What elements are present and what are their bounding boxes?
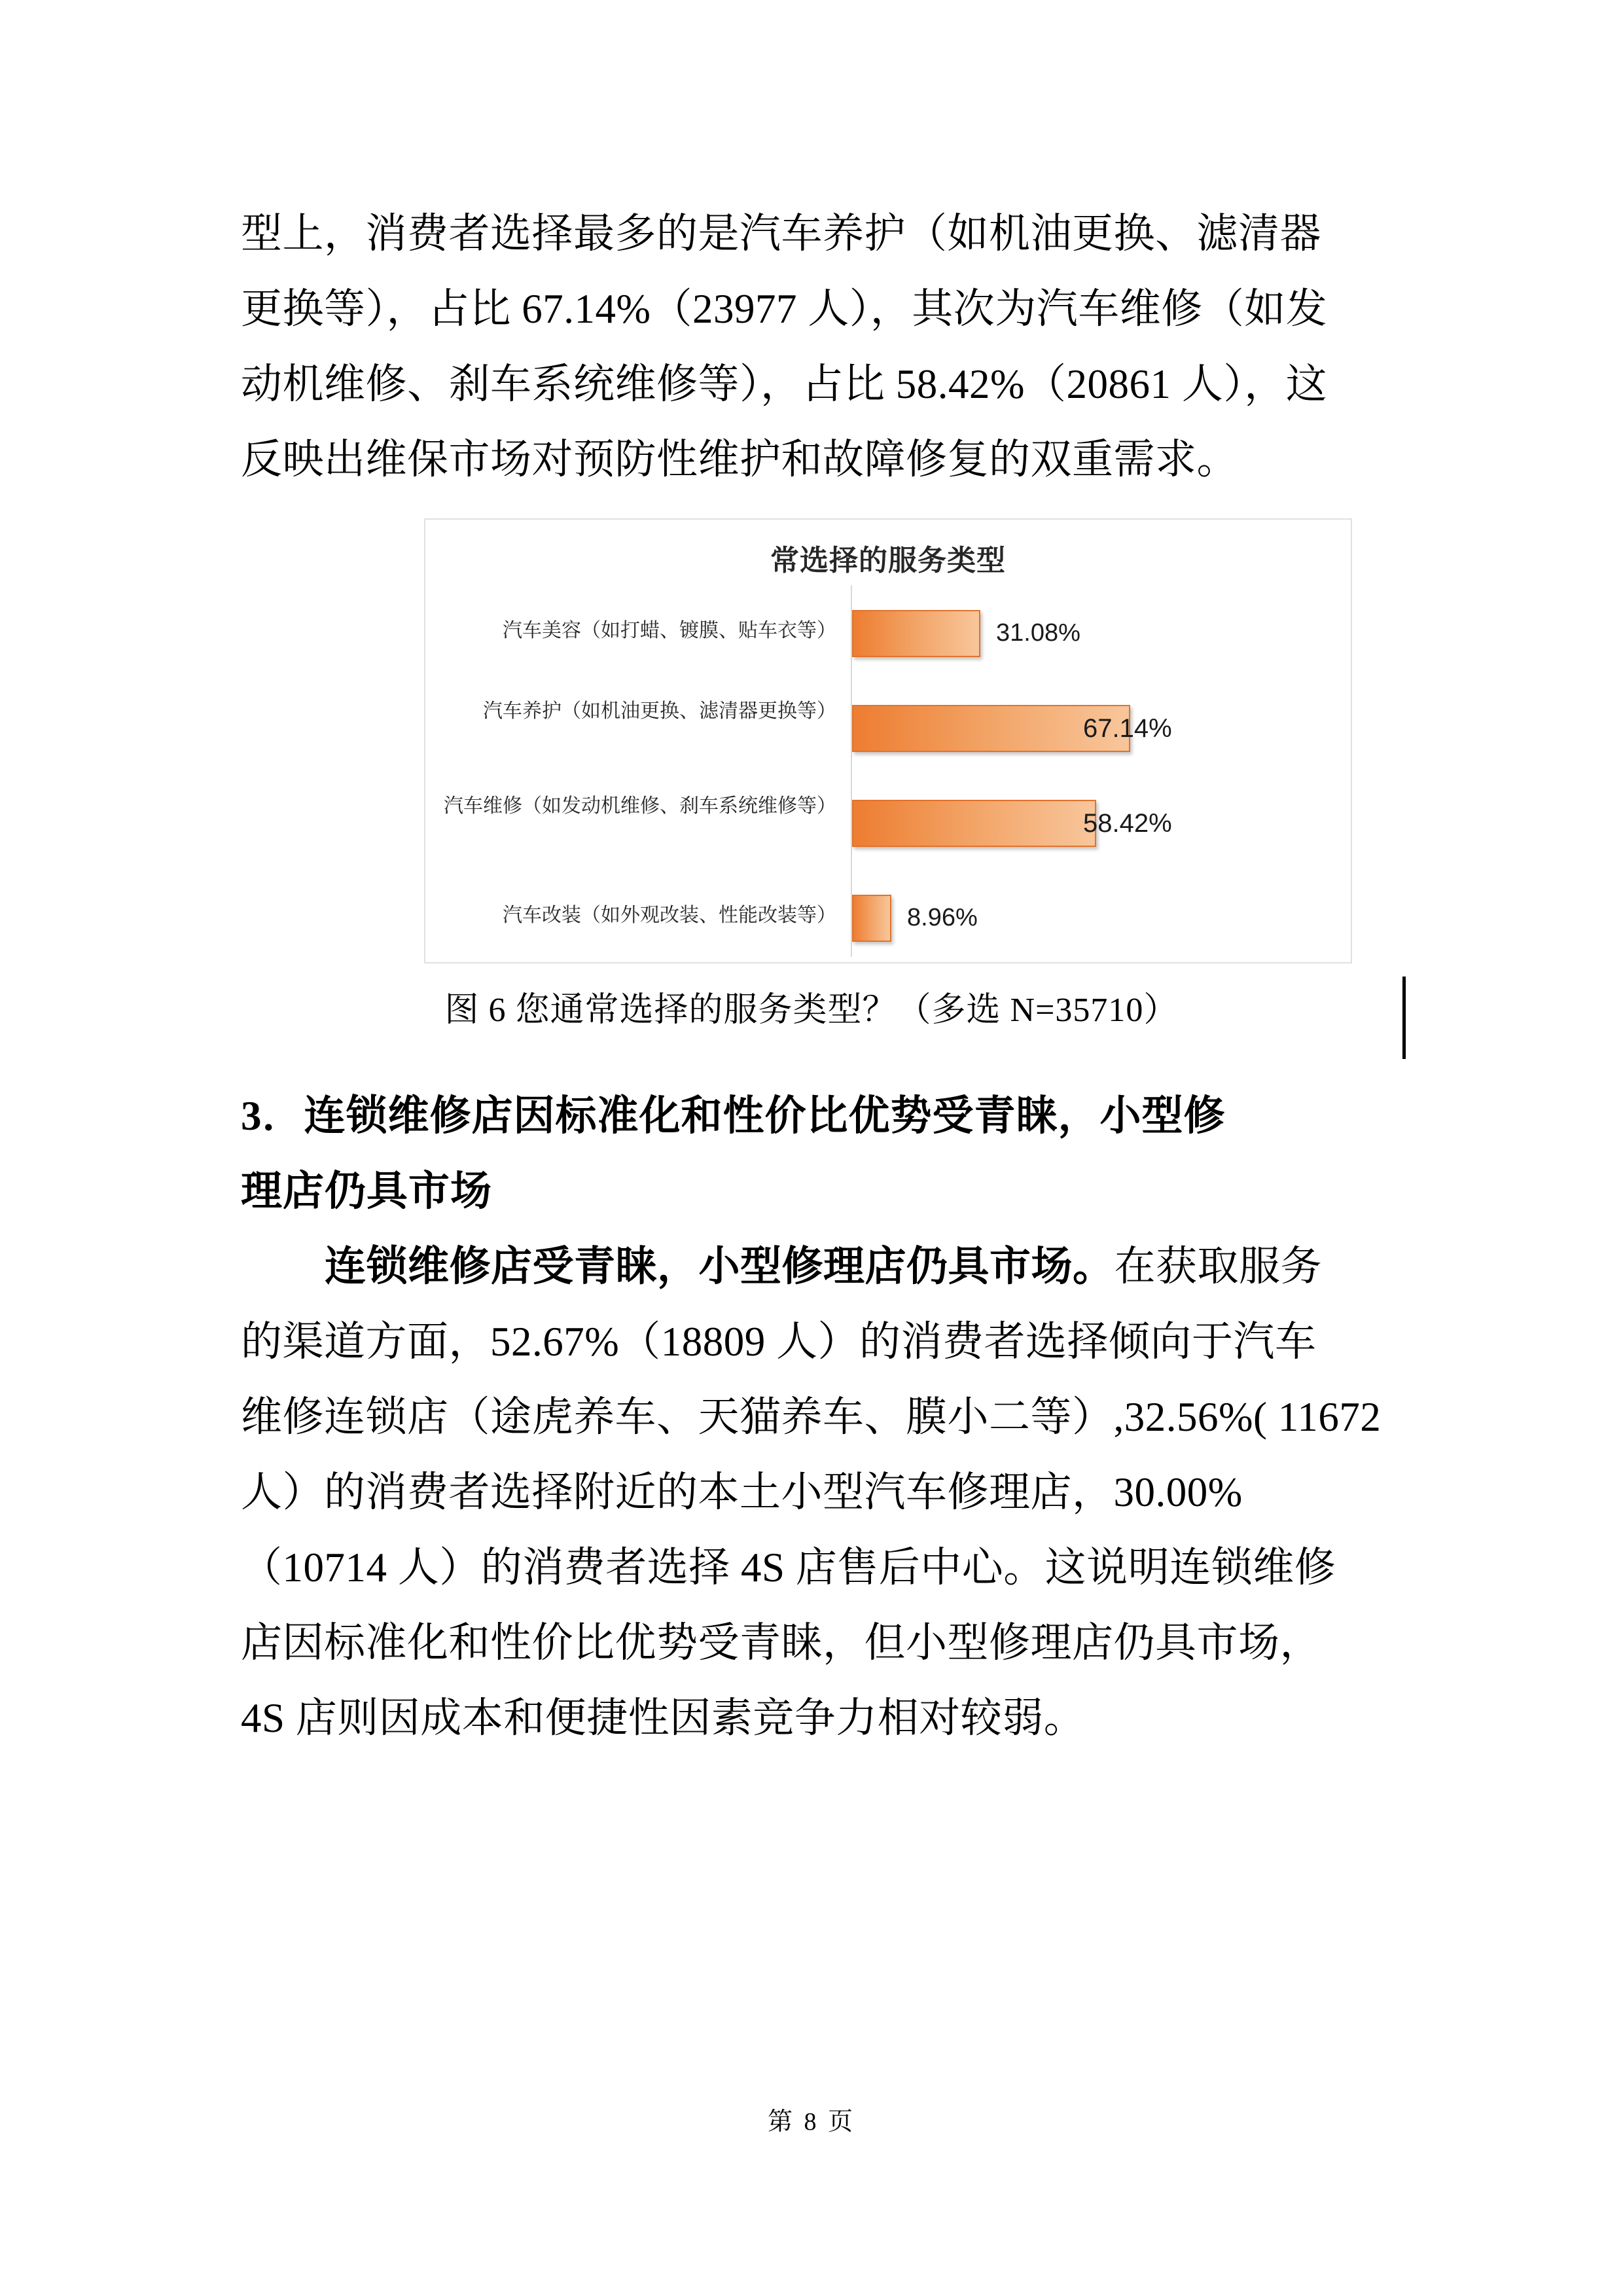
chart-value-label: 8.96% — [907, 904, 978, 931]
paragraph-block-1 — [241, 196, 1399, 497]
text-run: 更换等），占比 67.14%（23977 人），其次为汽车维修（如发 — [241, 286, 1328, 332]
paragraph-2-line-7 — [241, 1681, 1404, 1756]
text-run: 3．连锁维修店因标准化和性价比优势受青睐，小型修 — [241, 1093, 1226, 1139]
chart-category-label: 汽车美容（如打蜡、镀膜、贴车衣等） — [503, 620, 836, 641]
chart-category-label: 汽车维修（如发动机维修、刹车系统维修等） — [444, 795, 836, 817]
chart-bar[interactable] — [852, 895, 891, 942]
paragraph-block-2 — [241, 1229, 1404, 1756]
section-heading-3-line-2 — [241, 1154, 1406, 1229]
chart-row — [425, 870, 1351, 965]
figure-caption: 图 6 您通常选择的服务类型？（多选 N=35710） — [444, 992, 1179, 1029]
text-run: 反映出维保市场对预防性维护和故障修复的双重需求。 — [241, 437, 1238, 482]
chart-row — [425, 585, 1351, 680]
chart-bar-fill — [853, 896, 890, 941]
chart-row — [425, 680, 1351, 775]
text-run: 4S 店则因成本和便捷性因素竞争力相对较弱。 — [241, 1695, 1086, 1741]
chart-title: 常选择的服务类型 — [770, 545, 1006, 577]
section-heading-3-line-1 — [241, 1079, 1406, 1154]
service-type-bar-chart — [424, 518, 1352, 963]
paragraph-2-line-6 — [241, 1605, 1404, 1681]
text-run: 的渠道方面，52.67%（18809 人）的消费者选择倾向于汽车 — [241, 1319, 1317, 1365]
paragraph-1-line-1 — [241, 196, 1399, 272]
revision-change-bar — [1402, 977, 1406, 1059]
text-run: 维修连锁店（途虎养车、天猫养车、膜小二等）,32.56%( 11672 — [241, 1394, 1382, 1440]
text-run: 型上，消费者选择最多的是汽车养护（如机油更换、滤清器 — [241, 211, 1321, 257]
chart-category-label: 汽车改装（如外观改装、性能改装等） — [503, 905, 836, 926]
chart-row — [425, 775, 1351, 870]
paragraph-2-line-5 — [241, 1530, 1404, 1605]
chart-category-label: 汽车养护（如机油更换、滤清器更换等） — [483, 700, 836, 722]
text-run: （10714 人）的消费者选择 4S 店售后中心。这说明连锁维修 — [241, 1545, 1336, 1590]
paragraph-2-line-1 — [241, 1229, 1404, 1304]
chart-bar[interactable] — [852, 610, 980, 657]
chart-value-label: 67.14% — [1083, 714, 1172, 743]
text-run: 人）的消费者选择附近的本土小型汽车修理店，30.00% — [241, 1469, 1243, 1515]
text-run: 理店仍具市场 — [241, 1168, 492, 1214]
section-heading-3 — [241, 1079, 1406, 1229]
paragraph-2 — [241, 1229, 1404, 1756]
chart-bar-fill — [853, 611, 979, 656]
paragraph-1 — [241, 196, 1399, 497]
chart-value-label: 58.42% — [1083, 809, 1172, 838]
paragraph-1-line-3 — [241, 347, 1399, 422]
paragraph-1-line-4 — [241, 422, 1399, 497]
chart-value-label: 31.08% — [996, 619, 1080, 647]
chart-plot-area — [425, 585, 1351, 957]
chart-bar-fill — [853, 801, 1095, 846]
lead-sentence: 连锁维修店受青睐，小型修理店仍具市场。 — [325, 1244, 1115, 1289]
paragraph-1-line-2 — [241, 272, 1399, 347]
paragraph-2-line-2 — [241, 1304, 1404, 1380]
text-run: 连锁维修店受青睐，小型修理店仍具市场。在获取服务 — [325, 1244, 1322, 1289]
text-run: 店因标准化和性价比优势受青睐，但小型修理店仍具市场， — [241, 1620, 1321, 1666]
text-run: 动机维修、刹车系统维修等），占比 58.42%（20861 人），这 — [241, 361, 1328, 407]
chart-bar[interactable] — [852, 800, 1096, 847]
page-footer: 第 8 页 — [767, 2108, 855, 2136]
paragraph-2-line-3 — [241, 1380, 1404, 1455]
paragraph-2-line-4 — [241, 1455, 1404, 1530]
